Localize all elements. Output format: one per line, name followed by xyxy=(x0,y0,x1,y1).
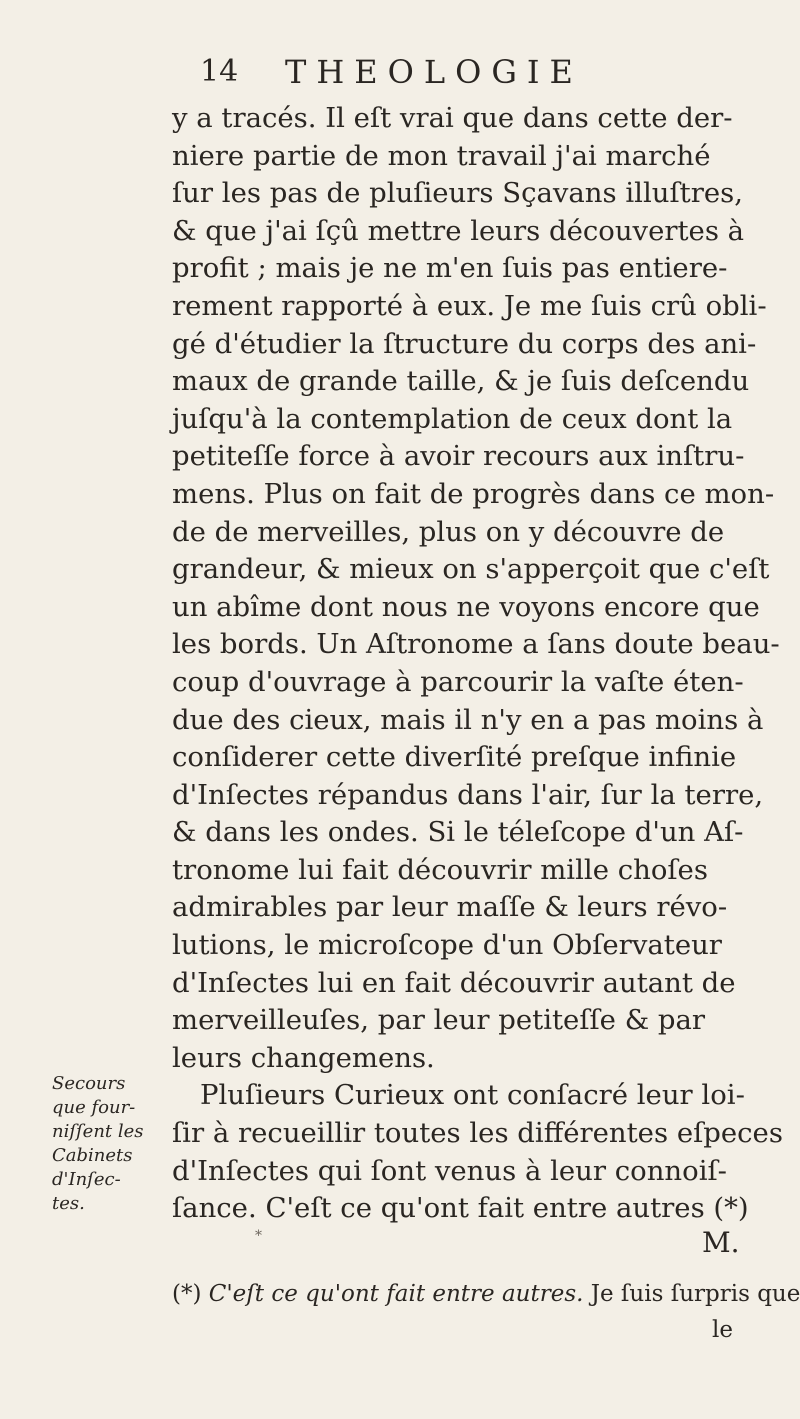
text-line: profit ; mais je ne m'en ſuis pas entiere- xyxy=(172,252,728,285)
text-line: d'Inſectes lui en fait découvrir autant de xyxy=(172,966,736,999)
text-line: lutions, le microſcope d'un Obſervateur xyxy=(172,929,722,962)
text-line: juſqu'à la contemplation de ceux dont la xyxy=(172,402,733,435)
main-text xyxy=(172,100,783,1228)
text-line: ſur les pas de pluſieurs Sçavans illuſtres, xyxy=(172,177,743,210)
text-line: rement rapporté à eux. Je me ſuis crû obli- xyxy=(172,289,767,322)
text-line: maux de grande taille, & je ſuis deſcendu xyxy=(172,365,750,398)
text-line: Pluſieurs Curieux ont conſacré leur loi- xyxy=(200,1079,745,1112)
margin-note-line: tes. xyxy=(52,1193,85,1214)
text-line: conſiderer cette diverſité preſque infinie xyxy=(172,741,737,774)
margin-note-line: niſſent les xyxy=(52,1121,144,1142)
text-line: gé d'étudier la ſtructure du corps des ani- xyxy=(172,327,757,360)
text-line: merveilleuſes, par leur petiteſſe & par xyxy=(172,1004,706,1037)
footnote-catchword: le xyxy=(712,1317,733,1343)
text-line: admirables par leur maſſe & leurs révo- xyxy=(172,891,728,924)
footnote-line xyxy=(172,1276,800,1312)
text-line: les bords. Un Aſtronome a ſans doute beau- xyxy=(172,628,780,661)
margin-note-line: Secours xyxy=(52,1073,126,1094)
footnote xyxy=(172,1276,800,1348)
text-line: petiteſſe force à avoir recours aux inſtru- xyxy=(172,440,745,473)
margin-note xyxy=(52,1072,172,1216)
text-line: tronome lui fait découvrir mille choſes xyxy=(172,853,708,886)
text-line: niere partie de mon travail j'ai marché xyxy=(172,139,711,172)
text-line: de de merveilles, plus on y découvre de xyxy=(172,515,725,548)
margin-note-line: que four- xyxy=(52,1097,136,1118)
text-line: ſance. C'eſt ce qu'ont fait entre autres (*) xyxy=(172,1192,749,1225)
text-line: mens. Plus on fait de progrès dans ce mon- xyxy=(172,477,775,510)
text-line: y a tracés. Il eſt vrai que dans cette der- xyxy=(172,102,733,134)
footnote-marker: (*) xyxy=(172,1281,202,1307)
text-line: coup d'ouvrage à parcourir la vaſte éten- xyxy=(172,665,744,698)
footnote-quote: C'eſt ce qu'ont fait entre autres. xyxy=(208,1281,584,1307)
text-line: due des cieux, mais il n'y en a pas moins à xyxy=(172,703,764,736)
text-line: leurs changemens. xyxy=(172,1041,435,1074)
text-line: & dans les ondes. Si le téleſcope d'un Aſ- xyxy=(172,816,744,849)
footnote-text: Je ſuis ſurpris que xyxy=(590,1281,800,1307)
catchword: M. xyxy=(702,1226,740,1259)
text-line: grandeur, & mieux on s'apperçoit que c'eſt xyxy=(172,553,770,586)
text-line: un abîme dont nous ne voyons encore que xyxy=(172,590,760,623)
text-line: & que j'ai ſçû mettre leurs découvertes à xyxy=(172,214,745,247)
text-line: d'Inſectes répandus dans l'air, ſur la terre, xyxy=(172,778,764,811)
margin-note-line: Cabinets xyxy=(52,1145,133,1166)
text-line: ſir à recueillir toutes les différentes eſpeces xyxy=(172,1117,783,1150)
signature-mark: * xyxy=(255,1228,262,1244)
text-line: d'Inſectes qui ſont venus à leur connoiſ- xyxy=(172,1154,727,1187)
running-title: THEOLOGIE xyxy=(285,53,583,91)
page-number: 14 xyxy=(200,54,239,89)
margin-note-line: d'Inſec- xyxy=(52,1169,121,1190)
